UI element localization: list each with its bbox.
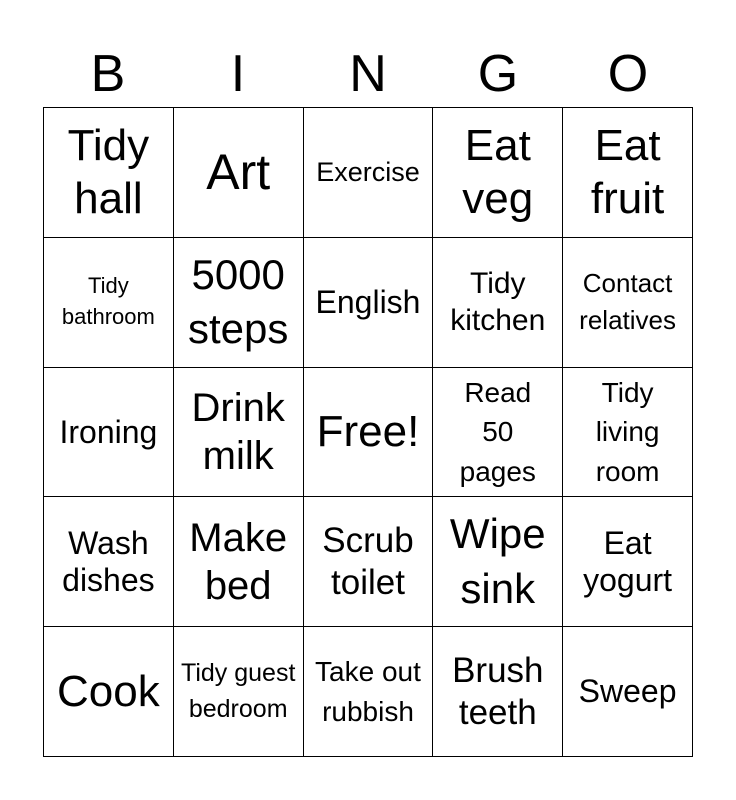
- bingo-cell[interactable]: [563, 627, 693, 757]
- bingo-cell[interactable]: [174, 368, 304, 498]
- cell-label: Eat veg: [462, 120, 534, 224]
- bingo-cell[interactable]: [44, 497, 174, 627]
- bingo-cell[interactable]: [433, 368, 563, 498]
- cell-label: Take out rubbish: [315, 656, 421, 727]
- header-letter-i: I: [230, 45, 246, 103]
- cell-label: Contact relatives: [579, 267, 676, 336]
- bingo-card-grid: [43, 107, 693, 757]
- bingo-cell[interactable]: [563, 497, 693, 627]
- bingo-cell[interactable]: [174, 497, 304, 627]
- cell-label: English: [315, 283, 421, 320]
- cell-label: Ironing: [59, 413, 158, 450]
- bingo-cell[interactable]: [563, 238, 693, 368]
- header-letter-n: N: [349, 45, 387, 103]
- cell-label: Tidy kitchen: [450, 266, 546, 338]
- bingo-cell[interactable]: [304, 108, 434, 238]
- cell-label: Scrub toilet: [322, 520, 414, 602]
- bingo-cell[interactable]: [304, 627, 434, 757]
- cell-label: Art: [206, 143, 271, 200]
- cell-label: Drink milk: [191, 385, 285, 478]
- bingo-cell[interactable]: [563, 368, 693, 498]
- bingo-cell[interactable]: [304, 368, 434, 498]
- bingo-cell[interactable]: [174, 238, 304, 368]
- bingo-cell[interactable]: [44, 238, 174, 368]
- cell-label: Read 50 pages: [459, 377, 536, 487]
- bingo-cell[interactable]: [174, 627, 304, 757]
- cell-label: Brush teeth: [452, 650, 544, 732]
- cell-label: Sweep: [578, 673, 677, 710]
- cell-label: Tidy hall: [67, 120, 150, 224]
- bingo-cell[interactable]: [44, 108, 174, 238]
- cell-label: Cook: [57, 666, 160, 716]
- bingo-cell[interactable]: [433, 238, 563, 368]
- bingo-cell[interactable]: [304, 238, 434, 368]
- header-letter-b: B: [90, 45, 126, 103]
- cell-label: Wipe sink: [449, 510, 546, 612]
- cell-label: 5000 steps: [187, 250, 289, 353]
- header-letter-o: O: [607, 45, 649, 103]
- bingo-cell[interactable]: [433, 627, 563, 757]
- cell-label: Eat yogurt: [583, 524, 673, 598]
- cell-label: Tidy guest bedroom: [180, 659, 296, 723]
- cell-label: Tidy living room: [595, 377, 660, 487]
- bingo-cell[interactable]: [174, 108, 304, 238]
- cell-label: Free!: [316, 407, 420, 457]
- cell-label: Eat fruit: [590, 120, 665, 224]
- bingo-cell[interactable]: [563, 108, 693, 238]
- cell-label: Exercise: [316, 156, 420, 187]
- cell-label: Tidy bathroom: [61, 273, 155, 330]
- bingo-cell[interactable]: [433, 497, 563, 627]
- bingo-cell[interactable]: [433, 108, 563, 238]
- bingo-cell[interactable]: [44, 627, 174, 757]
- cell-label: Wash dishes: [62, 524, 155, 598]
- header-letter-g: G: [477, 45, 519, 103]
- bingo-header: [43, 42, 693, 106]
- cell-label: Make bed: [189, 515, 288, 608]
- bingo-cell[interactable]: [304, 497, 434, 627]
- bingo-cell[interactable]: [44, 368, 174, 498]
